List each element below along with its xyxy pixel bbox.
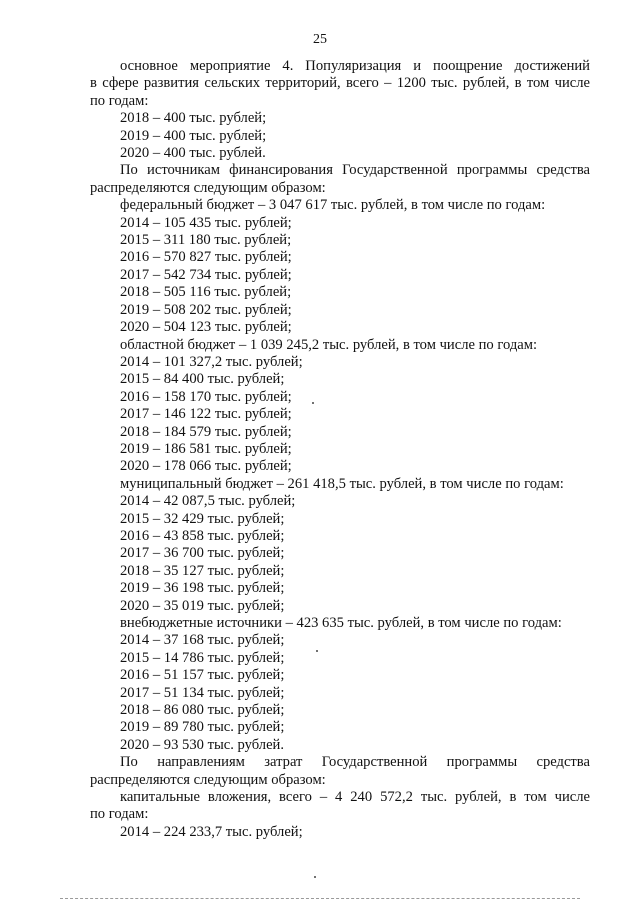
text-line: 2018 – 35 127 тыс. рублей; <box>120 562 285 579</box>
text-line: распределяются следующим образом: <box>90 771 326 788</box>
text-line: капитальные вложения, всего – 4 240 572,2 тыс. рублей, в том числе <box>120 789 590 806</box>
text-line: 2020 – 178 066 тыс. рублей; <box>120 458 292 475</box>
text-line: 2014 – 37 168 тыс. рублей; <box>120 632 285 649</box>
text-line: 2014 – 224 233,7 тыс. рублей; <box>120 823 303 840</box>
text-line: по годам: <box>90 92 149 109</box>
text-line: федеральный бюджет – 3 047 617 тыс. рублей, в том числе по годам: <box>120 197 546 214</box>
text-line: внебюджетные источники – 423 635 тыс. рублей, в том числе по годам: <box>120 615 562 631</box>
text-line: 2014 – 101 327,2 тыс. рублей; <box>120 353 303 370</box>
scan-speck <box>314 876 316 878</box>
text-line: 2018 – 184 579 тыс. рублей; <box>120 423 292 440</box>
text-line: распределяются следующим образом: <box>90 179 326 196</box>
text-line: 2020 – 504 123 тыс. рублей; <box>120 319 292 336</box>
text-line: по годам: <box>90 806 149 823</box>
text-line: областной бюджет – 1 039 245,2 тыс. рублей, в том числе по годам: <box>120 336 538 353</box>
scan-edge-line <box>60 898 580 899</box>
text-line: 2017 – 542 734 тыс. рублей; <box>120 266 292 283</box>
text-line: 2015 – 32 429 тыс. рублей; <box>120 510 285 527</box>
text-line: муниципальный бюджет – 261 418,5 тыс. рублей, в том числе по годам: <box>120 475 564 492</box>
text-line: 2016 – 570 827 тыс. рублей; <box>120 249 292 266</box>
text-line: 2016 – 43 858 тыс. рублей; <box>120 527 285 544</box>
text-line: 2018 – 505 116 тыс. рублей; <box>120 284 292 301</box>
text-line: 2017 – 146 122 тыс. рублей; <box>120 406 292 423</box>
text-line: основное мероприятие 4. Популяризация и поощрение достижений <box>120 58 590 74</box>
text-line: 2016 – 158 170 тыс. рублей; <box>120 388 292 405</box>
text-line: 2017 – 36 700 тыс. рублей; <box>120 545 285 562</box>
text-line: в сфере развития сельских территорий, всего – 1200 тыс. рублей, в том числе <box>90 75 590 92</box>
text-line: 2014 – 105 435 тыс. рублей; <box>120 214 292 231</box>
text-line: 2018 – 400 тыс. рублей; <box>120 110 267 127</box>
text-line: 2020 – 400 тыс. рублей. <box>120 145 266 162</box>
page-number: 25 <box>313 32 327 47</box>
text-line: 2019 – 186 581 тыс. рублей; <box>120 440 292 457</box>
text-line: 2019 – 89 780 тыс. рублей; <box>120 719 285 736</box>
text-line: По направлениям затрат Государственной программы средства <box>120 754 590 771</box>
text-line: 2015 – 84 400 тыс. рублей; <box>120 371 285 388</box>
text-line: 2020 – 35 019 тыс. рублей; <box>120 597 285 614</box>
text-line: 2018 – 86 080 тыс. рублей; <box>120 702 285 719</box>
text-line: 2017 – 51 134 тыс. рублей; <box>120 684 285 701</box>
text-line: 2016 – 51 157 тыс. рублей; <box>120 667 285 684</box>
scan-speck <box>316 650 318 652</box>
scan-speck <box>312 402 314 404</box>
document-body <box>90 58 590 841</box>
text-line: 2014 – 42 087,5 тыс. рублей; <box>120 493 296 510</box>
text-line: 2019 – 400 тыс. рублей; <box>120 127 267 144</box>
text-line: По источникам финансирования Государственной программы средства <box>120 162 590 179</box>
text-line: 2019 – 508 202 тыс. рублей; <box>120 301 292 318</box>
text-line: 2019 – 36 198 тыс. рублей; <box>120 580 285 597</box>
text-line: 2015 – 311 180 тыс. рублей; <box>120 232 292 249</box>
text-line: 2015 – 14 786 тыс. рублей; <box>120 649 285 666</box>
text-line: 2020 – 93 530 тыс. рублей. <box>120 736 285 753</box>
